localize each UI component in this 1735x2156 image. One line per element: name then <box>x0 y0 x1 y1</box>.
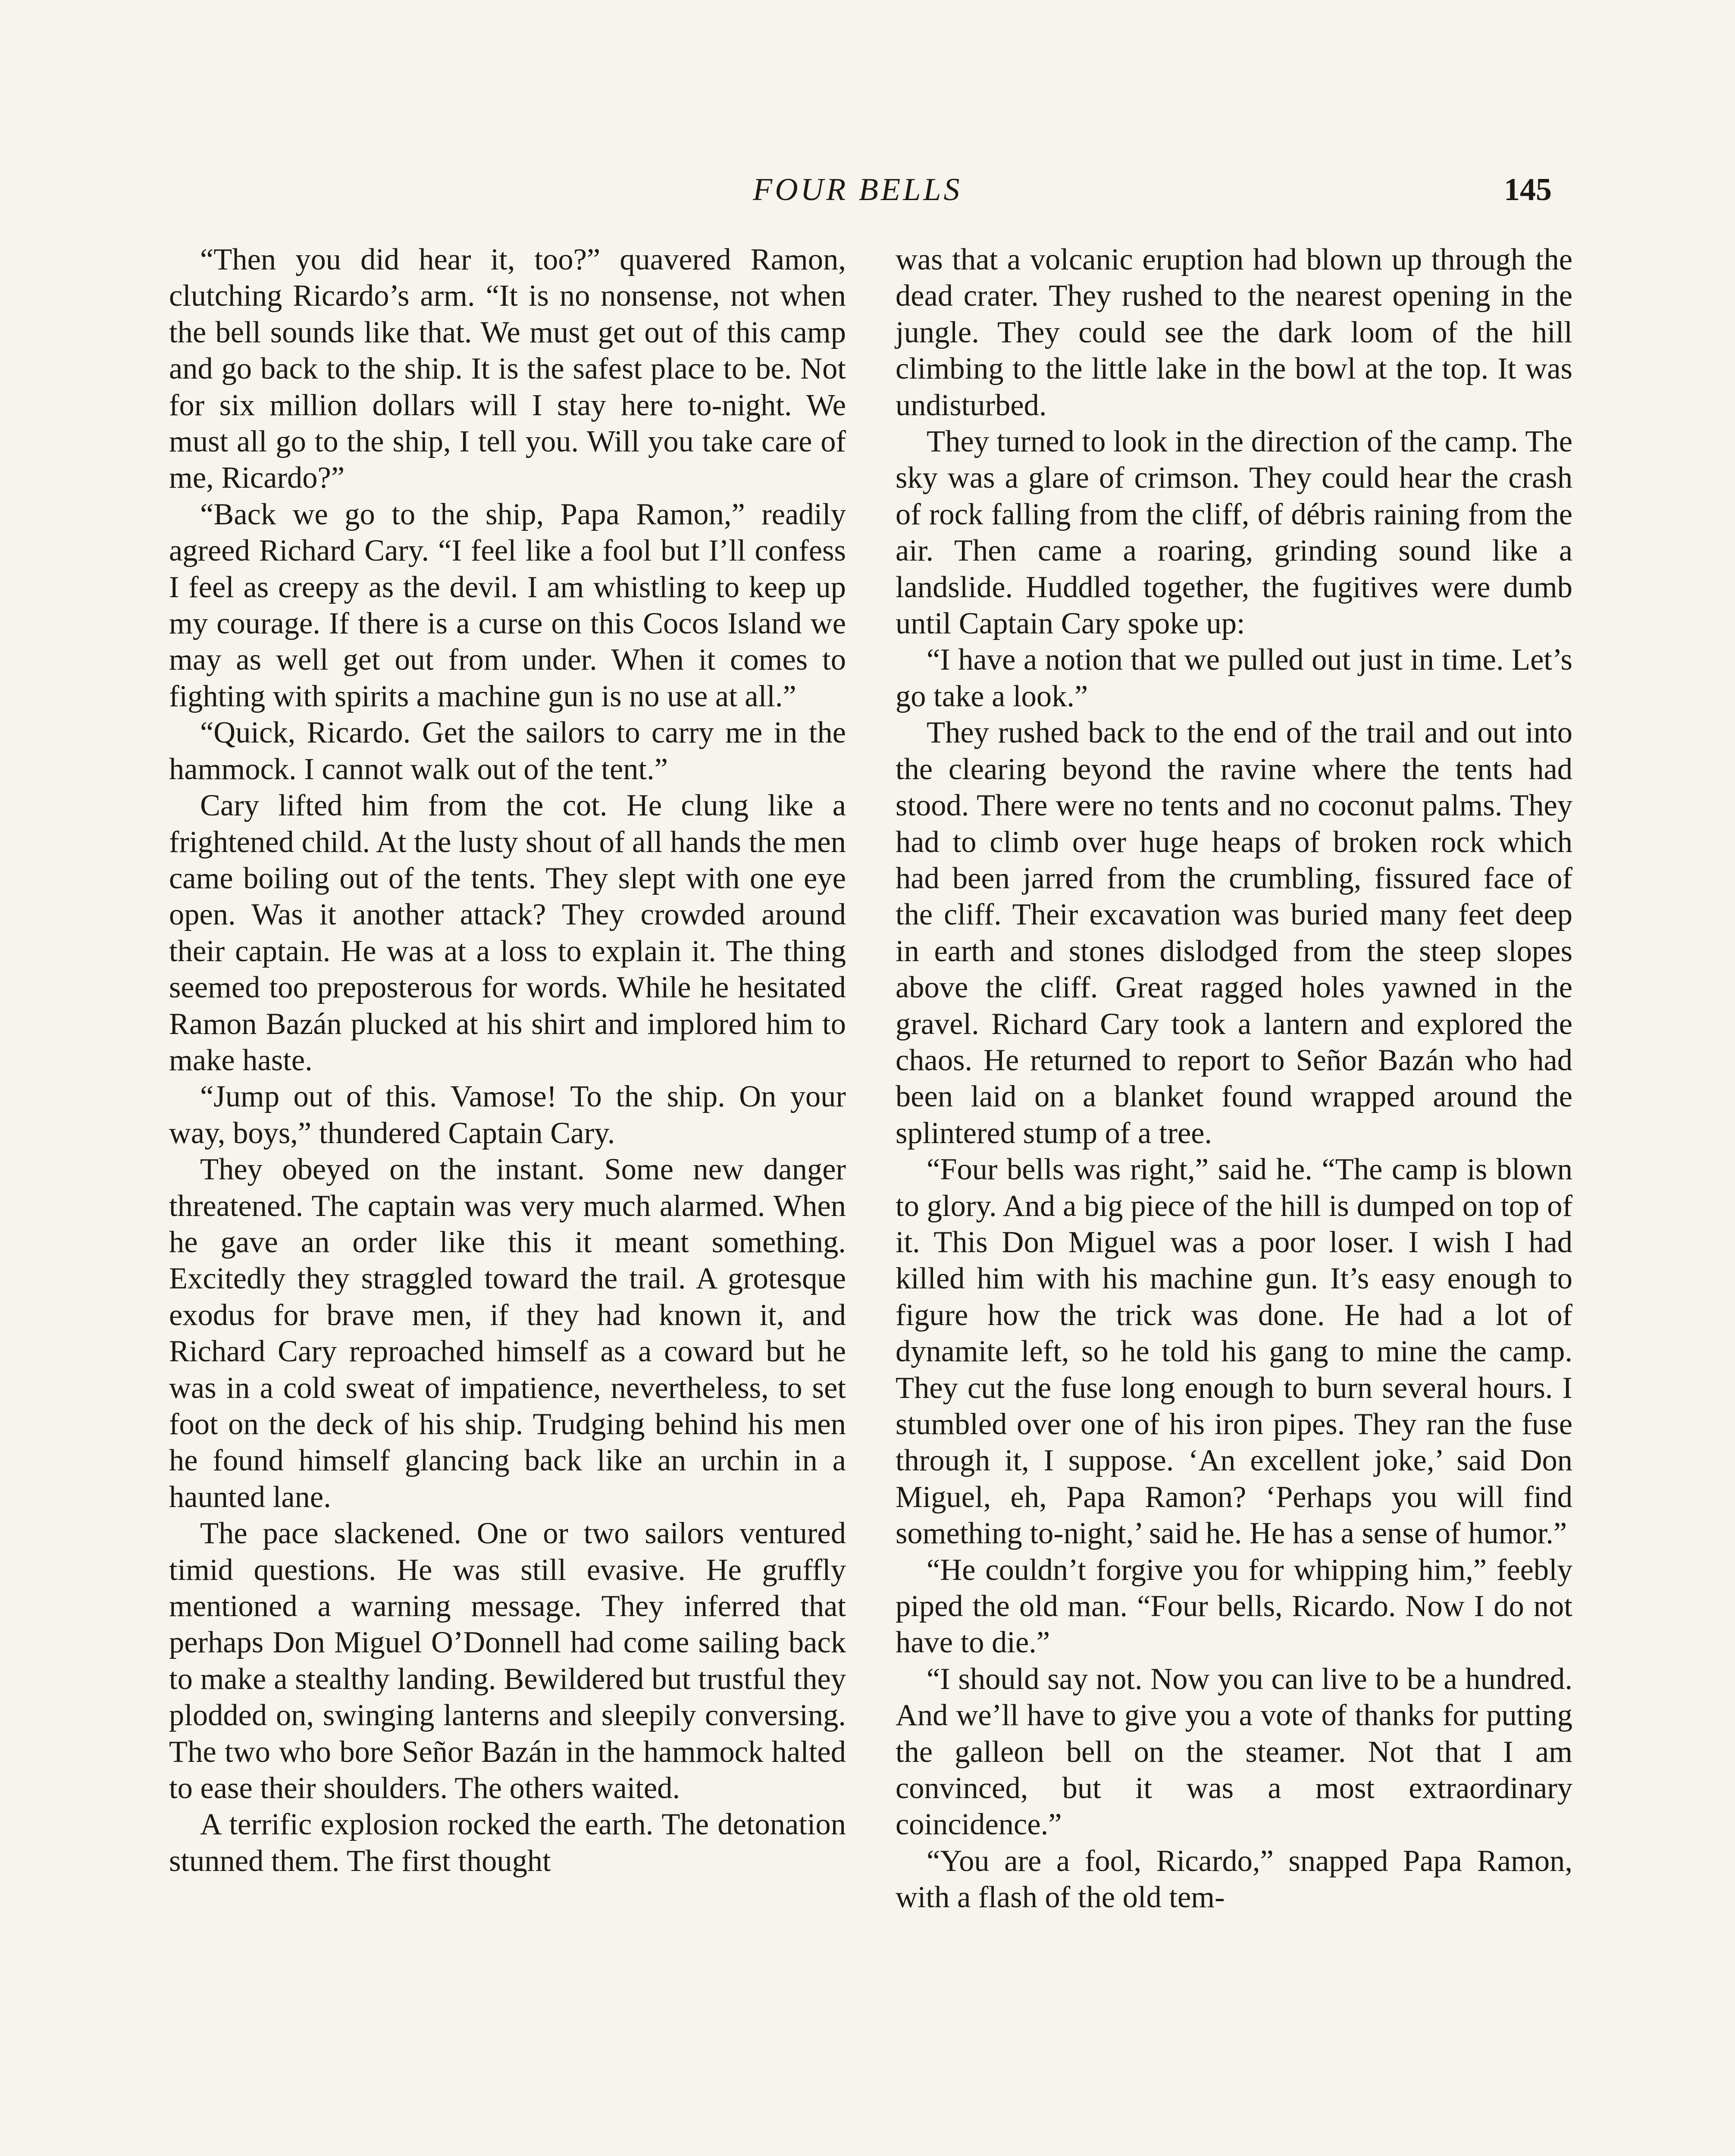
paragraph: “Four bells was right,” said he. “The camp is blown to glory. And a big piece of the hill is dumped on top of it. This Don Miguel was a poor loser. I wish I had killed him with his machine gun. It’s easy enough to figure how the trick was done. He had a lot of dynamite left, so he told his gang to mine the camp. They cut the fuse long enough to burn several hours. I stumbled over one of his iron pipes. They ran the fuse through it, I suppose. ‘An excellent joke,’ said Don Miguel, eh, Papa Ramon? ‘Perhaps you will find something to-night,’ said he. He has a sense of humor.” <box>896 1153 1572 1551</box>
page-number: 145 <box>1504 172 1552 207</box>
paragraph: Cary lifted him from the cot. He clung like a frightened child. At the lusty shout of all hands the men came boiling out of the tents. They slept with one eye open. Was it another attack? They crowded around their captain. He was at a loss to explain it. The thing seemed too preposterous for words. While he hesitated Ramon Bazán plucked at his shirt and implored him to make haste. <box>169 789 846 1077</box>
paragraph: “Quick, Ricardo. Get the sailors to carry me in the hammock. I cannot walk out of the tent.” <box>169 716 846 786</box>
paragraph: “I have a notion that we pulled out just in time. Let’s go take a look.” <box>896 643 1572 713</box>
paragraph: They turned to look in the direction of the camp. The sky was a glare of crimson. They could hear the crash of rock falling from the cliff, of débris raining from the air. Then came a roaring, grinding sound like a landslide. Huddled together, the fugitives were dumb until Captain Cary spoke up: <box>896 425 1572 641</box>
right-column <box>896 241 1572 1916</box>
paragraph: “Jump out of this. Vamose! To the ship. On your way, boys,” thundered Captain Cary. <box>169 1080 846 1150</box>
paragraph: “Then you did hear it, too?” quavered Ramon, clutching Ricardo’s arm. “It is no nonsense, not when the bell sounds like that. We must get out of this camp and go back to the ship. It is the safest place to be. Not for six million dollars will I stay here to-night. We must all go to the ship, I tell you. Will you take care of me, Ricardo?” <box>169 243 846 495</box>
paragraph-continuation: was that a volcanic eruption had blown up through the dead crater. They rushed to the nearest opening in the jungle. They could see the dark loom of the hill climbing to the little lake in the bowl at the top. It was undisturbed. <box>896 243 1572 422</box>
running-title: FOUR BELLS <box>753 172 962 207</box>
paragraph: “I should say not. Now you can live to be a hundred. And we’ll have to give you a vote of thanks for putting the galleon bell on the steamer. Not that I am convinced, but it was a most extraordinary coincidence.” <box>896 1662 1572 1842</box>
running-head <box>0 166 1735 213</box>
paragraph: They obeyed on the instant. Some new danger threatened. The captain was very much alarmed. When he gave an order like this it meant something. Excitedly they straggled toward the trail. A grotesque exodus for brave men, if they had known it, and Richard Cary reproached himself as a coward but he was in a cold sweat of impatience, nevertheless, to set foot on the deck of his ship. Trudging behind his men he found himself glancing back like an urchin in a haunted lane. <box>169 1153 846 1514</box>
paragraph: “Back we go to the ship, Papa Ramon,” readily agreed Richard Cary. “I feel like a fool but I’ll confess I feel as creepy as the devil. I am whistling to keep up my courage. If there is a curse on this Cocos Island we may as well get out from under. When it comes to fighting with spirits a machine gun is no use at all.” <box>169 497 846 713</box>
paragraph: They rushed back to the end of the trail and out into the clearing beyond the ravine where the tents had stood. There were no tents and no coconut palms. They had to climb over huge heaps of broken rock which had been jarred from the crumbling, fissured face of the cliff. Their excavation was buried many feet deep in earth and stones dislodged from the steep slopes above the cliff. Great ragged holes yawned in the gravel. Richard Cary took a lantern and explored the chaos. He returned to report to Señor Bazán who had been laid on a blanket found wrapped around the splintered stump of a tree. <box>896 716 1572 1150</box>
paragraph: “You are a fool, Ricardo,” snapped Papa Ramon, with a flash of the old tem- <box>896 1844 1572 1915</box>
paragraph: A terrific explosion rocked the earth. The detonation stunned them. The first thought <box>169 1808 846 1878</box>
paragraph: “He couldn’t forgive you for whipping him,” feebly piped the old man. “Four bells, Ricardo. Now I do not have to die.” <box>896 1553 1572 1660</box>
left-column <box>169 241 846 1879</box>
paragraph: The pace slackened. One or two sailors ventured timid questions. He was still evasive. He gruffly mentioned a warning message. They inferred that perhaps Don Miguel O’Donnell had come sailing back to make a stealthy landing. Bewildered but trustful they plodded on, swinging lanterns and sleepily conversing. The two who bore Señor Bazán in the hammock halted to ease their shoulders. The others waited. <box>169 1517 846 1805</box>
